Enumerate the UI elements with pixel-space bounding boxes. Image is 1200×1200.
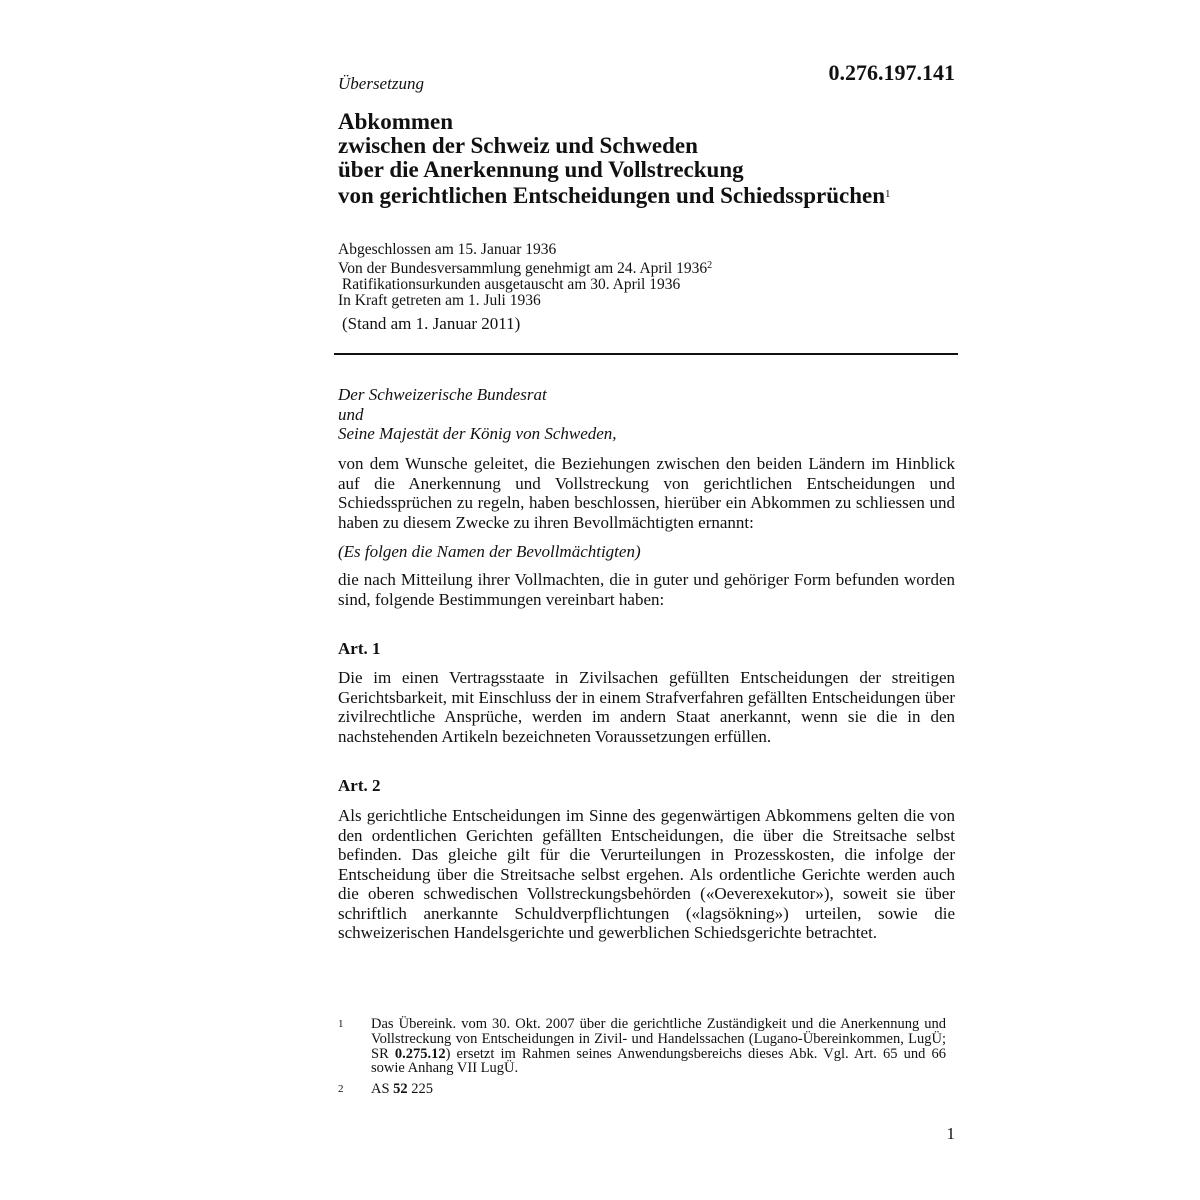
page-number: 1 xyxy=(946,1124,955,1143)
article-text: Die im einen Vertragsstaate in Zivilsachen gefüllten Entscheidungen der streitigen Gerichtsbarkeit, mit Einschluss der in einem Strafverfahren gefällten Entscheidungen über zivilrechtliche Ansprüche, werden im andern Staat anerkannt, wenn sie die in den nachstehenden Artikeln bezeichneten Voraussetzungen erfüllen. xyxy=(338,668,955,746)
ratification-date: Ratifikationsurkunden ausgetauscht am 30. April 1936 xyxy=(338,276,681,293)
approval-text: Von der Bundesversammlung genehmigt am 24. April 1936 xyxy=(338,260,708,277)
article-heading: Art. 1 xyxy=(338,639,381,658)
footnote-ref-2[interactable]: 2 xyxy=(707,260,713,271)
document-title xyxy=(338,110,978,208)
party-line: und xyxy=(338,404,364,424)
status-date: (Stand am 1. Januar 2011) xyxy=(342,314,521,333)
treaty-metadata xyxy=(338,242,958,309)
title-line xyxy=(338,182,978,208)
title-line: Abkommen xyxy=(338,109,454,134)
footnote xyxy=(338,1017,955,1077)
party-line: Der Schweizerische Bundesrat xyxy=(338,385,547,404)
party-line: Seine Majestät der König von Schweden, xyxy=(338,424,617,443)
sr-number: 0.276.197.141 xyxy=(828,60,955,85)
plenipotentiaries-note: (Es folgen die Namen der Bevollmächtigten) xyxy=(338,542,641,561)
approval-date xyxy=(338,258,958,277)
concluded-date: Abgeschlossen am 15. Januar 1936 xyxy=(338,241,557,258)
footnote-ref-1[interactable]: 1 xyxy=(885,188,891,200)
article-heading: Art. 2 xyxy=(338,776,381,795)
in-force-date: In Kraft getreten am 1. Juli 1936 xyxy=(338,292,541,309)
preamble-parties xyxy=(338,385,955,444)
title-line: über die Anerkennung und Vollstreckung xyxy=(338,157,744,182)
article-text: Als gerichtliche Entscheidungen im Sinne des gegenwärtigen Abkommens gelten die von den ordentlichen Gerichten gefällten Entscheidungen, die über die Streitsache selbst befinden. Das gleiche gilt für die Verurteilungen in Prozesskosten, die infolge der Entscheidung über die Streitsache selbst ergehen. Als ordentliche Gerichte werden auch die oberen schwedischen Vollstreckungsbehörden («Oeverexekutor»), soweit sie über schriftlich anerkannte Schuldverpflichtungen («lagsökning») urteilen, sowie die schweizerischen Handelsgerichte und gewerblichen Schiedsgerichte betrachtet. xyxy=(338,806,955,942)
preamble-paragraph: die nach Mitteilung ihrer Vollmachten, die in guter und gehöriger Form befunden worden sind, folgende Bestimmungen vereinbart haben: xyxy=(338,570,955,609)
translation-label: Übersetzung xyxy=(338,74,424,93)
footnote-number: 1 xyxy=(338,1018,344,1030)
horizontal-rule xyxy=(334,353,958,355)
footnote-number: 2 xyxy=(338,1083,344,1095)
preamble-paragraph: von dem Wunsche geleitet, die Beziehungen zwischen den beiden Ländern im Hinblick auf die Anerkennung und Vollstreckung von gerichtlichen Entscheidungen und Schiedssprüchen zu regeln, haben beschlossen, hierüber ein Abkommen zu schliessen und haben zu diesem Zwecke zu ihren Bevollmächtigten ernannt: xyxy=(338,454,955,532)
footnote-text: AS 52 225 xyxy=(371,1081,434,1097)
title-line-text: von gerichtlichen Entscheidungen und Schiedssprüchen xyxy=(338,183,886,208)
title-line: zwischen der Schweiz und Schweden xyxy=(338,133,698,158)
footnote xyxy=(338,1082,955,1098)
footnote-text: Das Übereink. vom 30. Okt. 2007 über die gerichtliche Zuständigkeit und die Anerkennung und Vollstreckung von Entscheidungen in Zivil- und Handelssachen (Lugano-Übereinkommen, LugÜ; SR 0.275.12) ersetzt im Rahmen seines Anwendungsbereichs dieses Abk. Vgl. Art. 65 und 66 sowie Anhang VII LugÜ. xyxy=(371,1016,946,1077)
